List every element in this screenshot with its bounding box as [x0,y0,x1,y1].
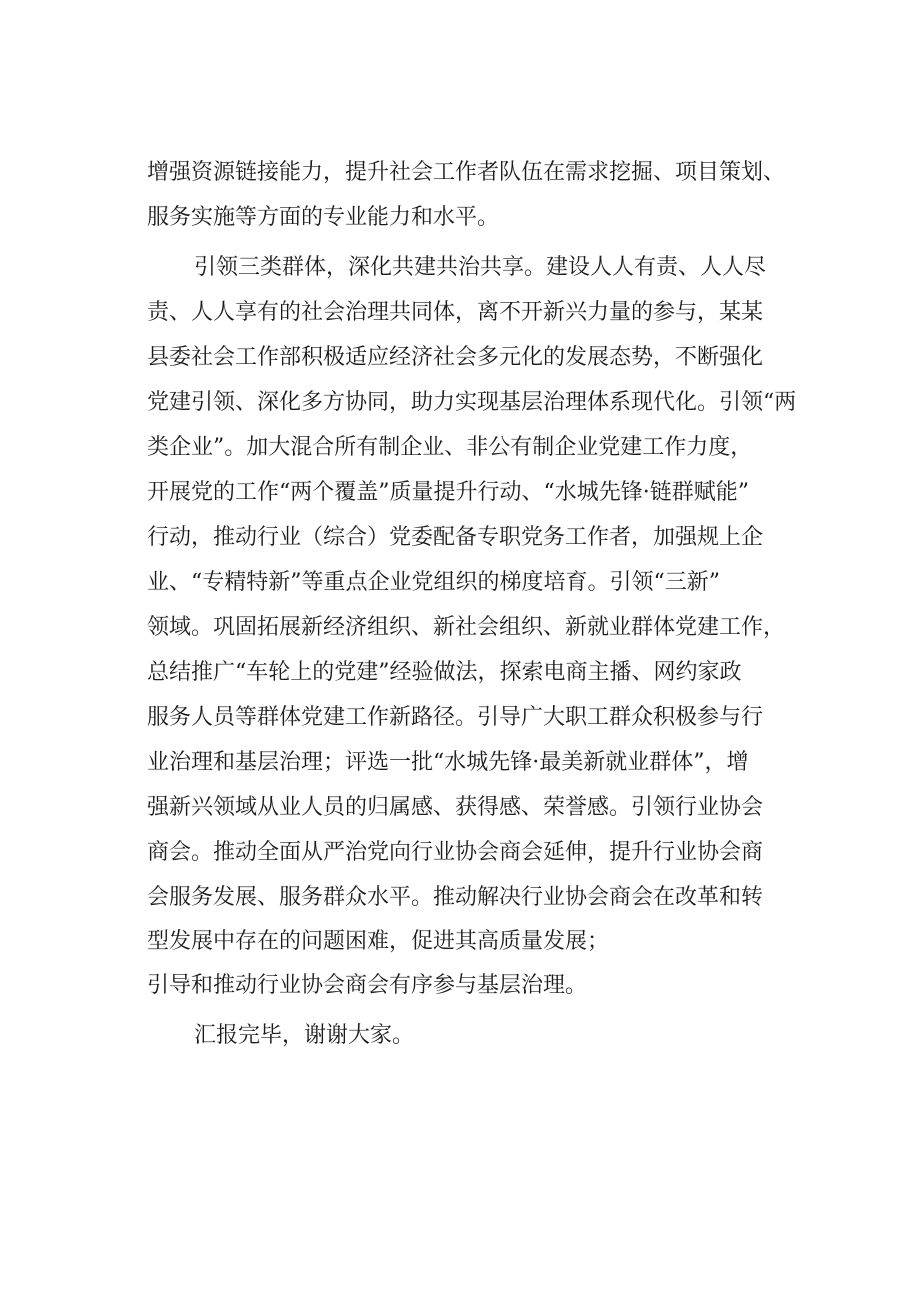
text-line: 领域。巩固拓展新经济组织、新社会组织、新就业群体党建工作， [147,615,786,640]
text-line: 开展党的工作“两个覆盖”质量提升行动、“水城先锋·链群赋能” [147,480,749,505]
text-line: 型发展中存在的问题困难，促进其高质量发展； [147,929,610,954]
text-line: 总结推广“车轮上的党建”经验做法，探索电商主播、网约家政 [147,660,742,685]
text-line: 会服务发展、服务群众水平。推动解决行业协会商会在改革和转 [147,885,764,910]
text-line: 商会。推动全面从严治党向行业协会商会延伸，提升行业协会商 [147,840,764,865]
text-line: 增强资源链接能力，提升社会工作者队伍在需求挖掘、项目策划、 [147,160,786,185]
text-line: 行动，推动行业（综合）党委配备专职党务工作者，加强规上企 [147,525,764,550]
text-line: 业、“专精特新”等重点企业党组织的梯度培育。引领“三新” [147,570,720,595]
text-line: 县委社会工作部积极适应经济社会多元化的发展态势，不断强化 [147,345,764,370]
text-line: 党建引领、深化多方协同，助力实现基层治理体系现代化。引领“两 [147,390,797,415]
text-line: 引领三类群体，深化共建共治共享。建设人人有责、人人尽 [194,255,767,280]
text-line: 引导和推动行业协会商会有序参与基层治理。 [147,973,588,998]
text-line: 类企业”。加大混合所有制企业、非公有制企业党建工作力度， [147,435,753,460]
text-line: 服务人员等群体党建工作新路径。引导广大职工群众积极参与行 [147,705,764,730]
text-line: 强新兴领域从业人员的归属感、获得感、荣誉感。引领行业协会 [147,795,764,820]
text-line: 业治理和基层治理；评选一批“水城先锋·最美新就业群体”，增 [147,750,749,775]
text-line: 服务实施等方面的专业能力和水平。 [147,205,500,230]
text-line: 汇报完毕，谢谢大家。 [194,1023,415,1048]
text-line: 责、人人享有的社会治理共同体，离不开新兴力量的参与，某某 [147,300,764,325]
